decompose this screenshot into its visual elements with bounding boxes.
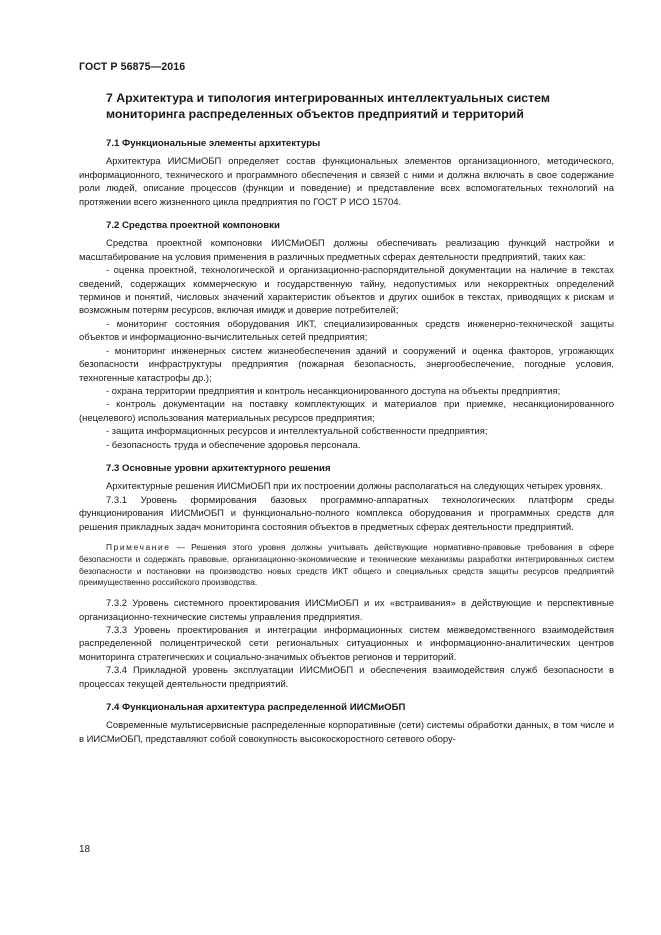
paragraph: Архитектура ИИСМиОБП определяет состав функциональных элементов организационного, методического, информационного, технического и программного обеспечения и связей с ними и должна включать в свое содержание роли людей, описание процессов (функции и поведение) и представление всех вспомогательных технологий на протяжении всего жизненного цикла предприятия по ГОСТ Р ИСО 15704. [79, 156, 614, 208]
page-number: 18 [79, 844, 91, 855]
paragraph-7-3-1: 7.3.1 Уровень формирования базовых программно-аппаратных технологических платформ среды функционирования ИИСМиОБП и функционально-полного комплекса оборудования и программных средств для решения прикладных задач мониторинга состояния объектов в предметных сферах деятельности предприятий. [79, 494, 614, 533]
subsection-title-7-1: 7.1 Функциональные элементы архитектуры [106, 138, 321, 149]
list-item: - мониторинг инженерных систем жизнеобеспечения зданий и сооружений и оценка факторов, угрожающих безопасности инфраструктуры предприятия (пожарная безопасность, энергообеспечение, погодные условия, техногенные катастрофы др.); [79, 345, 614, 384]
paragraph-7-3-2: 7.3.2 Уровень системного проектирования ИИСМиОБП и их «встраивания» в действующие и перспективные организационно-технические системы управления предприятия. [79, 598, 614, 623]
paragraph: Архитектурные решения ИИСМиОБП при их построении должны располагаться на следующих четырех уровнях. [106, 481, 604, 493]
note-text: — Решения этого уровня должны учитывать действующие нормативно-правовые требования в сфере безопасности и содержать правовые, организационно-экономические и технические механизмы разработки интегрированных систем безопасности и постановки на производство новых средств ИКТ общего и специальных средств защиты ресурсов предприятий преимущественно российского производства. [79, 541, 614, 588]
paragraph: Средства проектной компоновки ИИСМиОБП должны обеспечивать реализацию функций настройки и масштабирование на условия применения в различных предметных сферах деятельности предприятий, таких как: [79, 238, 614, 263]
note-label: Примечание [106, 541, 171, 552]
list-item: - оценка проектной, технологической и организационно-распорядительной документации на наличие в текстах сведений, содержащих коммерческую и государственную тайну, недопустимых или некорректных определений терминов и понятий, числовых значений характеристик объектов и других ошибок в текстах, приводящих к рискам и возможным потерям ресурсов, включая имидж и доверие потребителей; [79, 265, 614, 317]
subsection-title-7-4: 7.4 Функциональная архитектура распределенной ИИСМиОБП [106, 702, 406, 713]
list-item: - мониторинг состояния оборудования ИКТ, специализированных средств инженерно-технической защиты объектов и информационно-вычислительных сетей предприятия; [79, 318, 614, 344]
page-content [79, 90, 614, 746]
document-header: ГОСТ Р 56875—2016 [79, 61, 186, 73]
subsection-title-7-2: 7.2 Средства проектной компоновки [106, 220, 280, 232]
list-item: - контроль документации на поставку комплектующих и материалов при приемке, несанкционированного (нецелевого) использования материальных ресурсов предприятия; [79, 399, 614, 424]
subsection-title-7-3: 7.3 Основные уровни архитектурного решения [106, 462, 331, 474]
paragraph-7-3-4: 7.3.4 Прикладной уровень эксплуатации ИИСМиОБП и обеспечения взаимодействия служб безопасности в процессах текущей деятельности предприятий. [79, 665, 614, 690]
paragraph-7-3-3: 7.3.3 Уровень проектирования и интеграции информационных систем межведомственного взаимодействия распределенной полицентрической сети региональных ситуационных и информационно-аналитических центров мониторинга стратегических и социально-значимых объектов регионов и территорий. [79, 624, 614, 663]
paragraph: Современные мультисервисные распределенные корпоративные (сети) системы обработки данных, в том числе и в ИИСМиОБП, представляют собой совокупность высокоскоростного сетевого обору- [79, 720, 614, 745]
list-item: - безопасность труда и обеспечение здоровья персонала. [106, 439, 361, 451]
list-item: - защита информационных ресурсов и интеллектуальной собственности предприятия; [106, 426, 488, 438]
list-item: - охрана территории предприятия и контроль несанкционированного доступа на объекты предприятия; [106, 385, 561, 397]
section-title: 7 Архитектура и типология интегрированных интеллектуальных систем мониторинга распределенных объектов предприятий и территорий [106, 91, 550, 121]
note [79, 542, 614, 589]
